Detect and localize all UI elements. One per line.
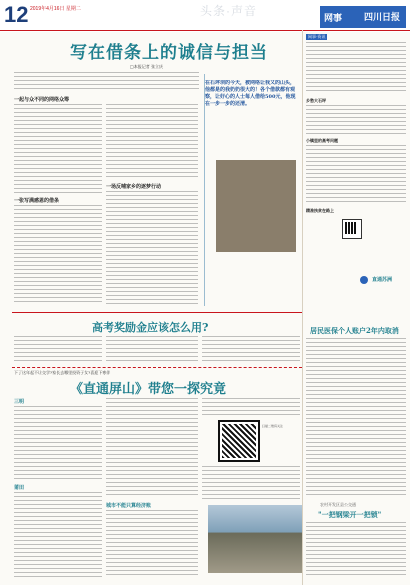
portrait-photo <box>216 160 296 252</box>
pull-quote: 在石坪坝的今天，被网络让我又的山头，他都是的我奶奶很大的！各个借款都有观察，让好心的人士每人借给500元，他现在一步一步的还清。 <box>205 80 296 107</box>
right-mid-text <box>306 338 406 498</box>
bottom-sub-mid: 城市不能只算经济账 <box>106 503 152 509</box>
lead-byline: □本报记者 张立庆 <box>130 64 164 69</box>
bottom-sub-left-1: 三明 <box>14 399 25 405</box>
right-box1-title: 小镇里的高考问题 <box>306 138 338 143</box>
lead-subhead-3: 一场反哺家乡的逐梦行动 <box>106 184 162 190</box>
bottom-headline: 《直通屏山》带您一探究竟 <box>70 382 227 397</box>
lead-intro-text <box>14 72 199 92</box>
lead-col-1b <box>14 205 102 305</box>
right-text-3 <box>306 145 406 205</box>
lead-col-2 <box>106 104 198 180</box>
lead-col-2b <box>106 191 198 305</box>
bottom-col-1 <box>14 406 102 480</box>
highway-photo <box>208 505 302 573</box>
section-banner <box>320 6 406 28</box>
right-col-divider <box>302 30 303 585</box>
brand-label: 直通苏洲 <box>372 277 393 283</box>
right-text-1 <box>306 42 406 94</box>
section-logo: 四川日报 <box>364 12 401 22</box>
lead-headline: 写在借条上的诚信与担当 <box>70 43 268 63</box>
right-box2-title: 乡愁大石坪 <box>306 98 326 103</box>
bottom-right-headline: "一把钢梁开一把锁" <box>318 510 382 519</box>
bottom-right-kicker: 农村开发区县公交通 <box>320 502 356 507</box>
bottom-col-2b <box>106 510 198 578</box>
bottom-col-3 <box>202 398 300 416</box>
lead-subhead-2: 一张写满感恩的借条 <box>14 198 60 204</box>
right-mid-headline: 居民医保个人账户2年内取消 <box>310 326 399 335</box>
qr-caption: 扫描二维码关注 <box>262 424 284 428</box>
section-rule <box>12 312 302 313</box>
middle-col-1 <box>14 336 102 364</box>
right-box3-title: 精准扶贫在路上 <box>306 208 334 213</box>
lead-subhead-1: 一起与众不同的网络众筹 <box>14 97 70 103</box>
bottom-col-2 <box>106 398 198 498</box>
bottom-col-3b <box>202 466 300 500</box>
brand-circle-icon <box>360 276 368 284</box>
right-qr-pattern <box>345 222 357 234</box>
date-line: 2019年4月16日 星期二 <box>30 6 81 12</box>
bottom-sub-left-2: 莆田 <box>14 485 25 491</box>
section-title: 网事 <box>324 13 343 23</box>
right-col-head: 网事·资讯 <box>308 34 326 39</box>
bottom-col-1b <box>14 492 102 578</box>
header-rule <box>0 30 410 31</box>
lead-col-1 <box>14 104 102 194</box>
watermark: 头条·声音 <box>200 4 257 18</box>
bottom-right-text <box>306 522 406 578</box>
right-text-2 <box>306 105 406 135</box>
dashed-rule <box>12 367 302 368</box>
middle-col-2 <box>106 336 198 364</box>
page-number: 12 <box>4 2 29 27</box>
qr-code-pattern <box>222 424 256 458</box>
middle-col-3 <box>202 336 300 364</box>
middle-headline: 高考奖励金应该怎么用? <box>92 321 209 334</box>
question-line: 下了这年起不让交学?家长去哪里投资子女?喜迎下寒伴 <box>14 370 111 375</box>
